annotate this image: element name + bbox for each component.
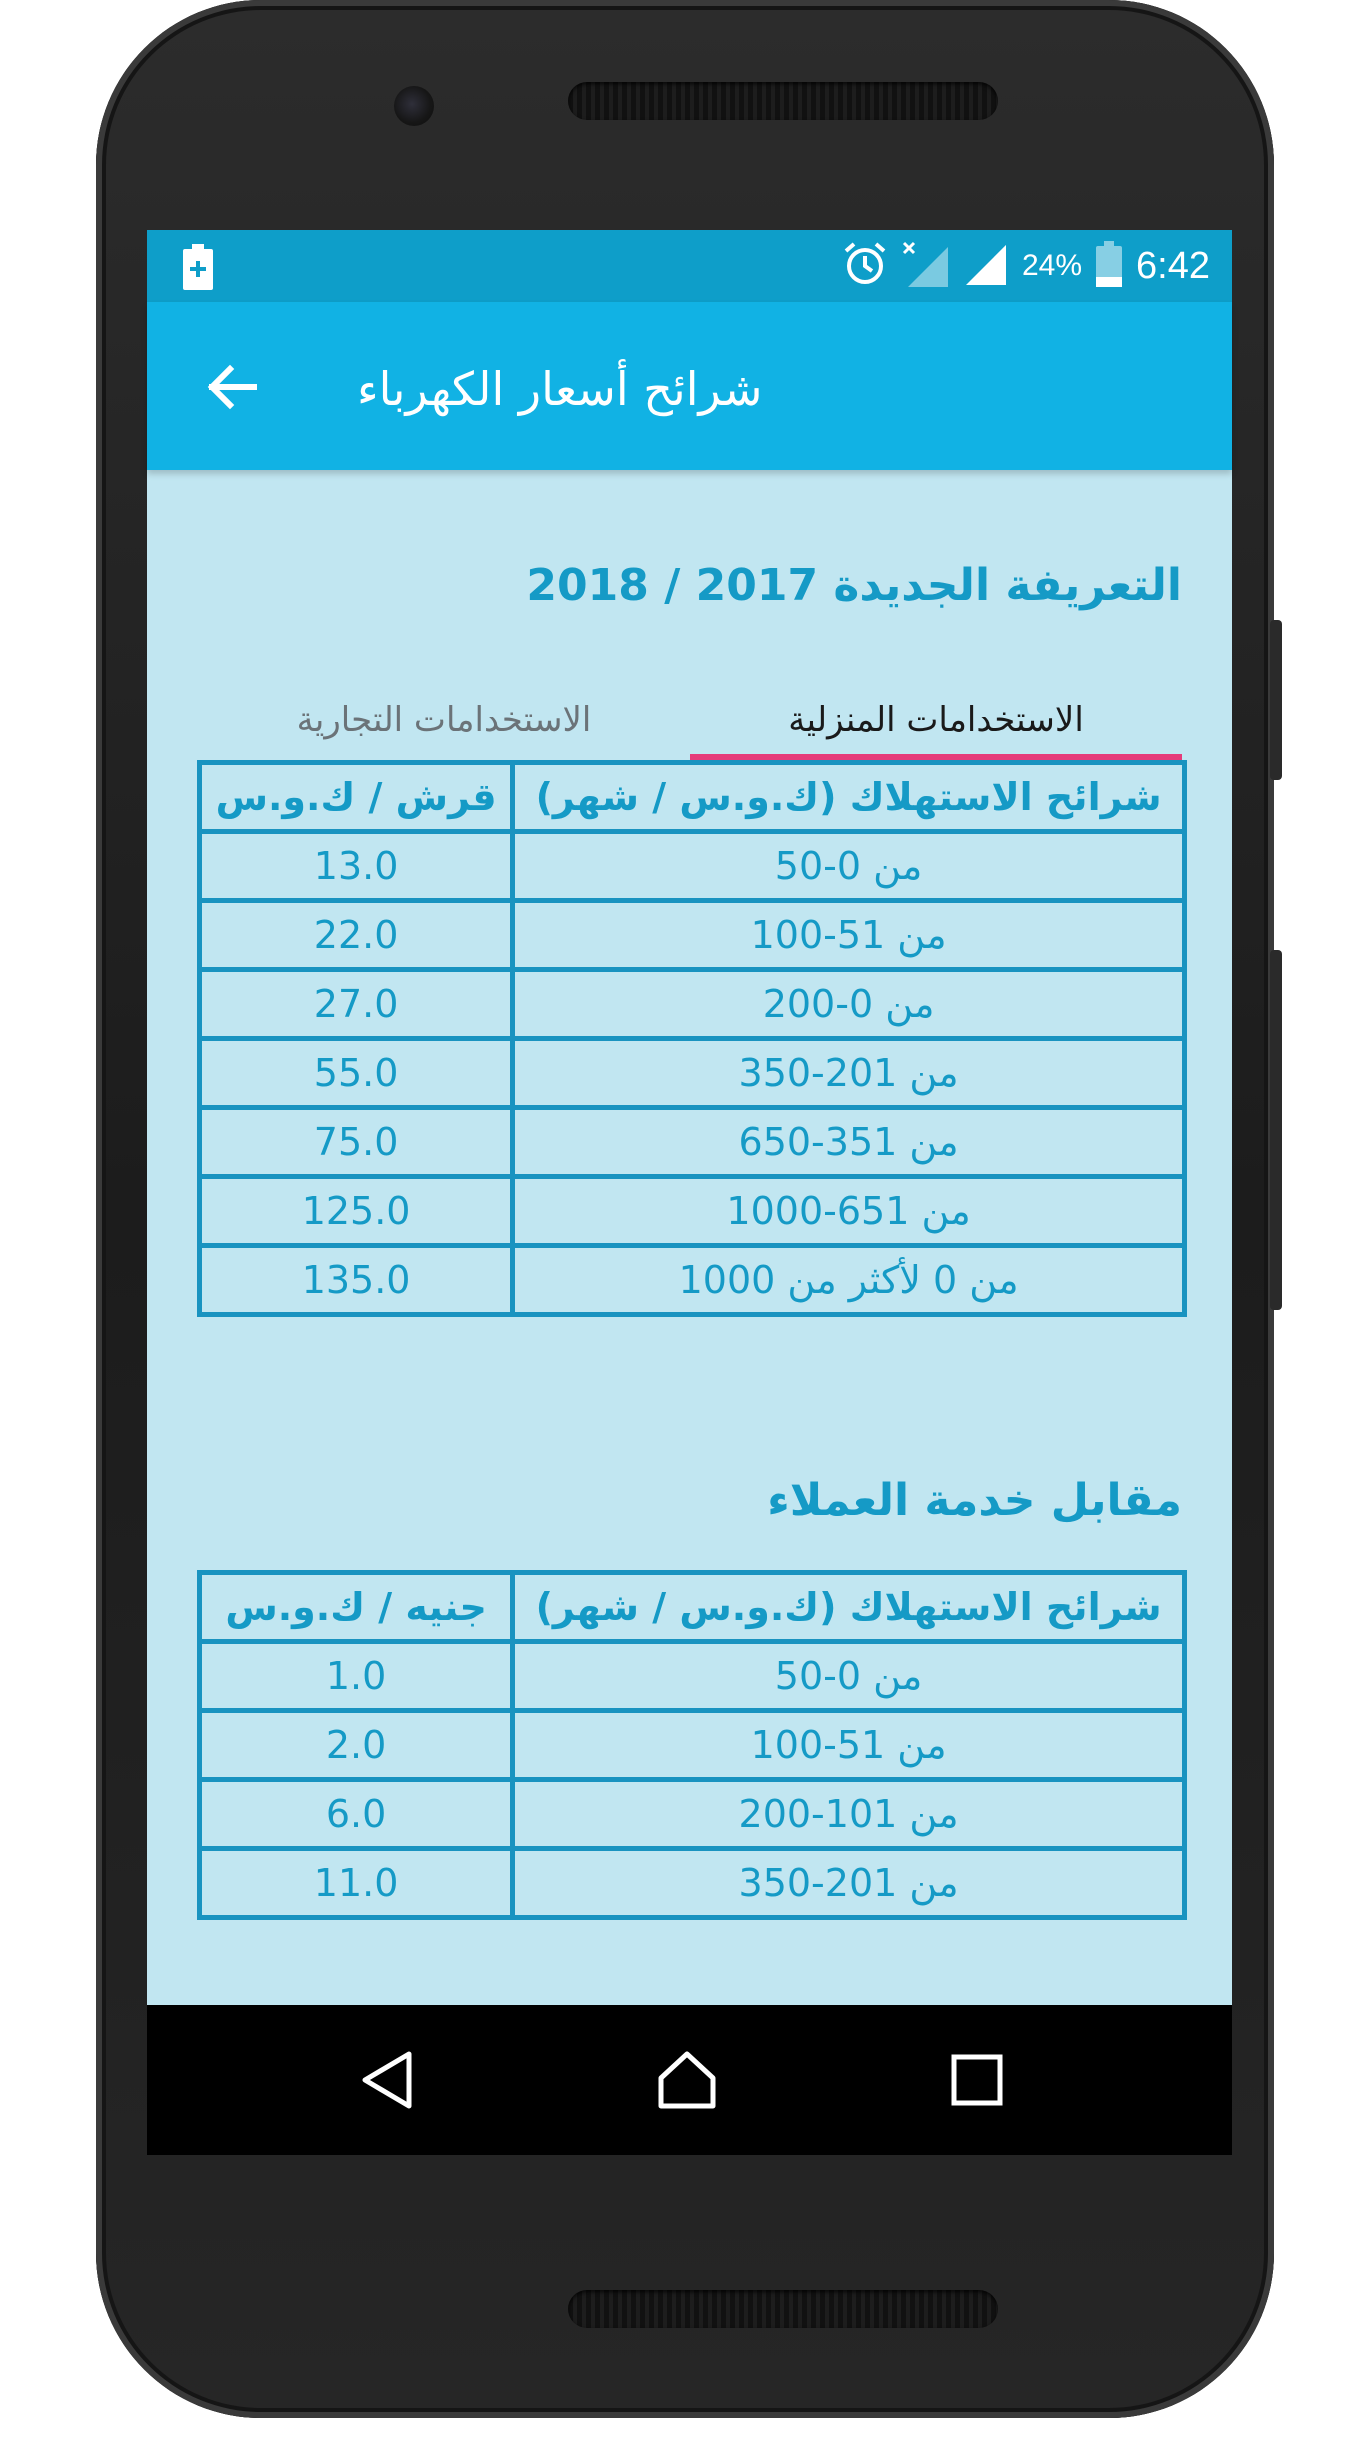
- front-camera: [394, 86, 434, 126]
- fee-cell: 1.0: [200, 1642, 513, 1711]
- signal-icon: [964, 241, 1008, 292]
- status-bar: [147, 230, 1232, 302]
- header-consumption: شرائح الاستهلاك (ك.و.س / شهر): [513, 763, 1185, 832]
- service-table: [197, 1570, 1187, 1920]
- rates-table: [197, 760, 1187, 1317]
- volume-button: [1270, 950, 1282, 1310]
- back-triangle-icon: [359, 2050, 415, 2110]
- table-row: [200, 1177, 1185, 1246]
- system-nav-bar: [147, 2005, 1232, 2155]
- price-cell: 13.0: [200, 832, 513, 901]
- clock: 6:42: [1136, 244, 1210, 287]
- back-button[interactable]: [197, 352, 267, 422]
- price-cell: 27.0: [200, 970, 513, 1039]
- price-cell: 135.0: [200, 1246, 513, 1315]
- tariff-section-title: التعريفة الجديدة 2017 / 2018: [526, 560, 1182, 611]
- table-row: [200, 1711, 1185, 1780]
- nav-home-button[interactable]: [652, 2045, 722, 2115]
- fee-cell: 11.0: [200, 1849, 513, 1918]
- price-cell: 55.0: [200, 1039, 513, 1108]
- range-cell: من 0-50: [513, 1642, 1185, 1711]
- range-cell: من 0 لأكثر من 1000: [513, 1246, 1185, 1315]
- battery-icon: [1096, 241, 1122, 292]
- table-header-row: [200, 763, 1185, 832]
- header-price: قرش / ك.و.س: [200, 763, 513, 832]
- nav-recents-button[interactable]: [942, 2045, 1012, 2115]
- tab-residential[interactable]: الاستخدامات المنزلية: [788, 700, 1084, 740]
- header-consumption: شرائح الاستهلاك (ك.و.س / شهر): [513, 1573, 1185, 1642]
- usage-tabs: [197, 680, 1182, 760]
- page-title: شرائح أسعار الكهرباء: [357, 362, 763, 416]
- app-bar: [147, 302, 1232, 470]
- table-row: [200, 1039, 1185, 1108]
- nav-back-button[interactable]: [352, 2045, 422, 2115]
- battery-percent: 24%: [1021, 249, 1083, 282]
- screen: [147, 230, 1232, 2155]
- battery-charging-icon: [183, 244, 213, 294]
- range-cell: من 201-350: [513, 1039, 1185, 1108]
- service-table-viewport[interactable]: [147, 1570, 1232, 1905]
- table-row: [200, 1246, 1185, 1315]
- table-row: [200, 970, 1185, 1039]
- power-button: [1270, 620, 1282, 780]
- table-row: [200, 901, 1185, 970]
- tab-commercial[interactable]: الاستخدامات التجارية: [296, 700, 592, 740]
- table-row: [200, 1108, 1185, 1177]
- table-row: [200, 1849, 1185, 1918]
- fee-cell: 6.0: [200, 1780, 513, 1849]
- price-cell: 75.0: [200, 1108, 513, 1177]
- table-row: [200, 1780, 1185, 1849]
- home-icon: [655, 2050, 719, 2110]
- recents-square-icon: [949, 2052, 1005, 2108]
- range-cell: من 51-100: [513, 1711, 1185, 1780]
- price-cell: 125.0: [200, 1177, 513, 1246]
- bottom-speaker: [568, 2290, 998, 2328]
- arrow-back-icon: [202, 357, 262, 417]
- table-row: [200, 832, 1185, 901]
- service-section-title: مقابل خدمة العملاء: [767, 1475, 1182, 1526]
- range-cell: من 0-50: [513, 832, 1185, 901]
- range-cell: من 201-350: [513, 1849, 1185, 1918]
- range-cell: من 651-1000: [513, 1177, 1185, 1246]
- range-cell: من 351-650: [513, 1108, 1185, 1177]
- range-cell: من 51-100: [513, 901, 1185, 970]
- fee-cell: 2.0: [200, 1711, 513, 1780]
- table-header-row: [200, 1573, 1185, 1642]
- range-cell: من 101-200: [513, 1780, 1185, 1849]
- top-speaker: [568, 82, 998, 120]
- range-cell: من 0-200: [513, 970, 1185, 1039]
- header-fee: جنيه / ك.و.س: [200, 1573, 513, 1642]
- table-row: [200, 1642, 1185, 1711]
- price-cell: 22.0: [200, 901, 513, 970]
- no-signal-icon: [902, 241, 950, 292]
- alarm-icon: [842, 241, 888, 292]
